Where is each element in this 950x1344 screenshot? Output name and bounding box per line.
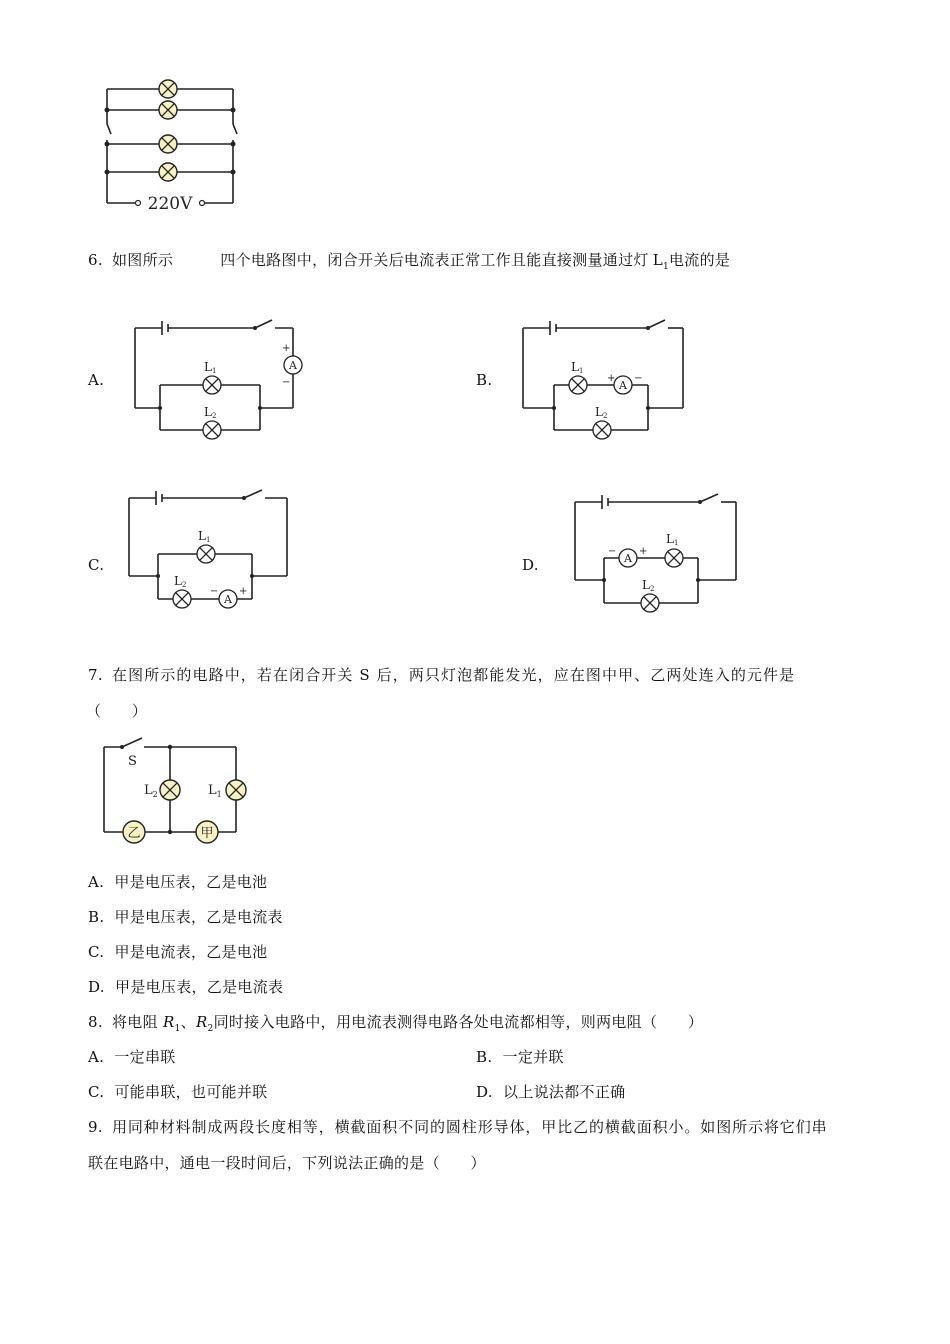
lamp-icon: [641, 594, 659, 612]
q7-text: 在图所示的电路中，若在闭合开关 S 后，两只灯泡都能发光，应在图中甲、乙两处连入的元件是: [112, 666, 796, 684]
ammeter-icon: [219, 590, 237, 608]
lamp-icon: [197, 545, 215, 563]
q7-option-a[interactable]: A. 甲是电压表，乙是电池: [88, 873, 268, 891]
q6-option-a-label[interactable]: A.: [88, 371, 105, 389]
q6-circuit-b: [518, 318, 698, 438]
q7-paren: （ ）: [86, 702, 148, 720]
lamp-icon: [569, 376, 587, 394]
q9-stem-line1: 9. 用同种材料制成两段长度相等，横截面积不同的圆柱形导体，甲比乙的横截面积小。如图所示将它们串: [88, 1118, 828, 1136]
svg-text:L1: L1: [198, 529, 211, 544]
svg-text:乙: 乙: [127, 826, 141, 841]
q8-option-a[interactable]: A. 一定串联: [88, 1048, 176, 1066]
ammeter-icon: [619, 549, 637, 567]
svg-text:L1: L1: [666, 532, 679, 547]
ammeter-icon: [284, 356, 302, 374]
q6-option-b-label[interactable]: B.: [476, 371, 493, 389]
lamp-icon: [593, 421, 611, 439]
svg-text:+: +: [639, 546, 648, 557]
lamp-icon: [159, 101, 177, 119]
svg-text:−: −: [634, 373, 643, 384]
component-yi: [123, 821, 145, 843]
svg-text:L2: $L_2$: [144, 783, 158, 799]
svg-text:+: +: [607, 373, 616, 384]
q9-stem-line2: 联在电路中，通电一段时间后，下列说法正确的是（ ）: [88, 1154, 486, 1172]
svg-text:A: A: [224, 593, 232, 606]
lamp-icon: [173, 590, 191, 608]
lamp-icon: [665, 549, 683, 567]
svg-text:A: A: [619, 379, 627, 392]
lamp-icon: [159, 80, 177, 98]
q6-circuit-c: [124, 488, 304, 613]
q8-option-b[interactable]: B. 一定并联: [476, 1048, 564, 1066]
svg-text:L1: $L_1$: [208, 783, 222, 799]
household-circuit-figure: [95, 72, 255, 212]
q6-number: 6.: [88, 251, 103, 269]
svg-text:L2: L2: [204, 405, 217, 420]
lamp-icon: [203, 421, 221, 439]
lamp-icon: [203, 376, 221, 394]
q6-circuit-a: [130, 318, 310, 438]
q6-option-d-label[interactable]: D.: [522, 556, 539, 574]
svg-text:L2: L2: [642, 578, 655, 593]
q6-option-c-label[interactable]: C.: [88, 556, 105, 574]
q6-stem: [88, 249, 730, 272]
lamp-icon: [159, 163, 177, 181]
q7-option-b[interactable]: B. 甲是电压表，乙是电流表: [88, 908, 283, 926]
svg-text:L2: L2: [174, 574, 187, 589]
svg-text:L1: L1: [571, 360, 584, 375]
svg-text:A: A: [624, 552, 632, 565]
q6-lamp-sub: 1: [662, 262, 669, 272]
q6-circuit-d: [570, 490, 750, 615]
q6-text-b: 四个电路图中，闭合开关后电流表正常工作且能直接测量通过灯: [220, 251, 649, 269]
svg-text:−: −: [282, 377, 291, 388]
q8-option-d[interactable]: D. 以上说法都不正确: [476, 1083, 626, 1101]
q6-text-c: 电流的是: [668, 251, 731, 269]
q6-text-a: 如图所示: [112, 251, 174, 269]
svg-text:S: S: [128, 754, 137, 769]
q6-lamp: L: [652, 251, 663, 269]
svg-text:L2: L2: [595, 405, 608, 420]
svg-text:+: +: [282, 343, 291, 354]
svg-text:−: −: [608, 546, 617, 557]
lamp-icon: [159, 135, 177, 153]
svg-text:+: +: [239, 586, 248, 597]
svg-text:−: −: [210, 586, 219, 597]
svg-text:甲: 甲: [200, 826, 214, 841]
lamp-l2-icon: [160, 780, 180, 800]
q7-option-d[interactable]: D. 甲是电压表，乙是电流表: [88, 978, 284, 996]
svg-text:A: A: [289, 359, 297, 372]
q7-number: 7.: [88, 666, 103, 684]
q8-stem: 8. 将电阻 $R_1$、$R_2$同时接入电路中，用电流表测得电路各处电流都相等，则两电阻（ ）: [88, 1013, 704, 1034]
svg-text:L1: L1: [204, 360, 217, 375]
q7-circuit: [100, 735, 260, 845]
voltage-label: 220V: [147, 194, 193, 214]
q8-option-c[interactable]: C. 可能串联，也可能并联: [88, 1083, 268, 1101]
q7-option-c[interactable]: C. 甲是电流表，乙是电池: [88, 943, 268, 961]
q7-stem: [88, 664, 795, 685]
component-jia: [196, 821, 218, 843]
lamp-l1-icon: [226, 780, 246, 800]
ammeter-icon: [614, 376, 632, 394]
